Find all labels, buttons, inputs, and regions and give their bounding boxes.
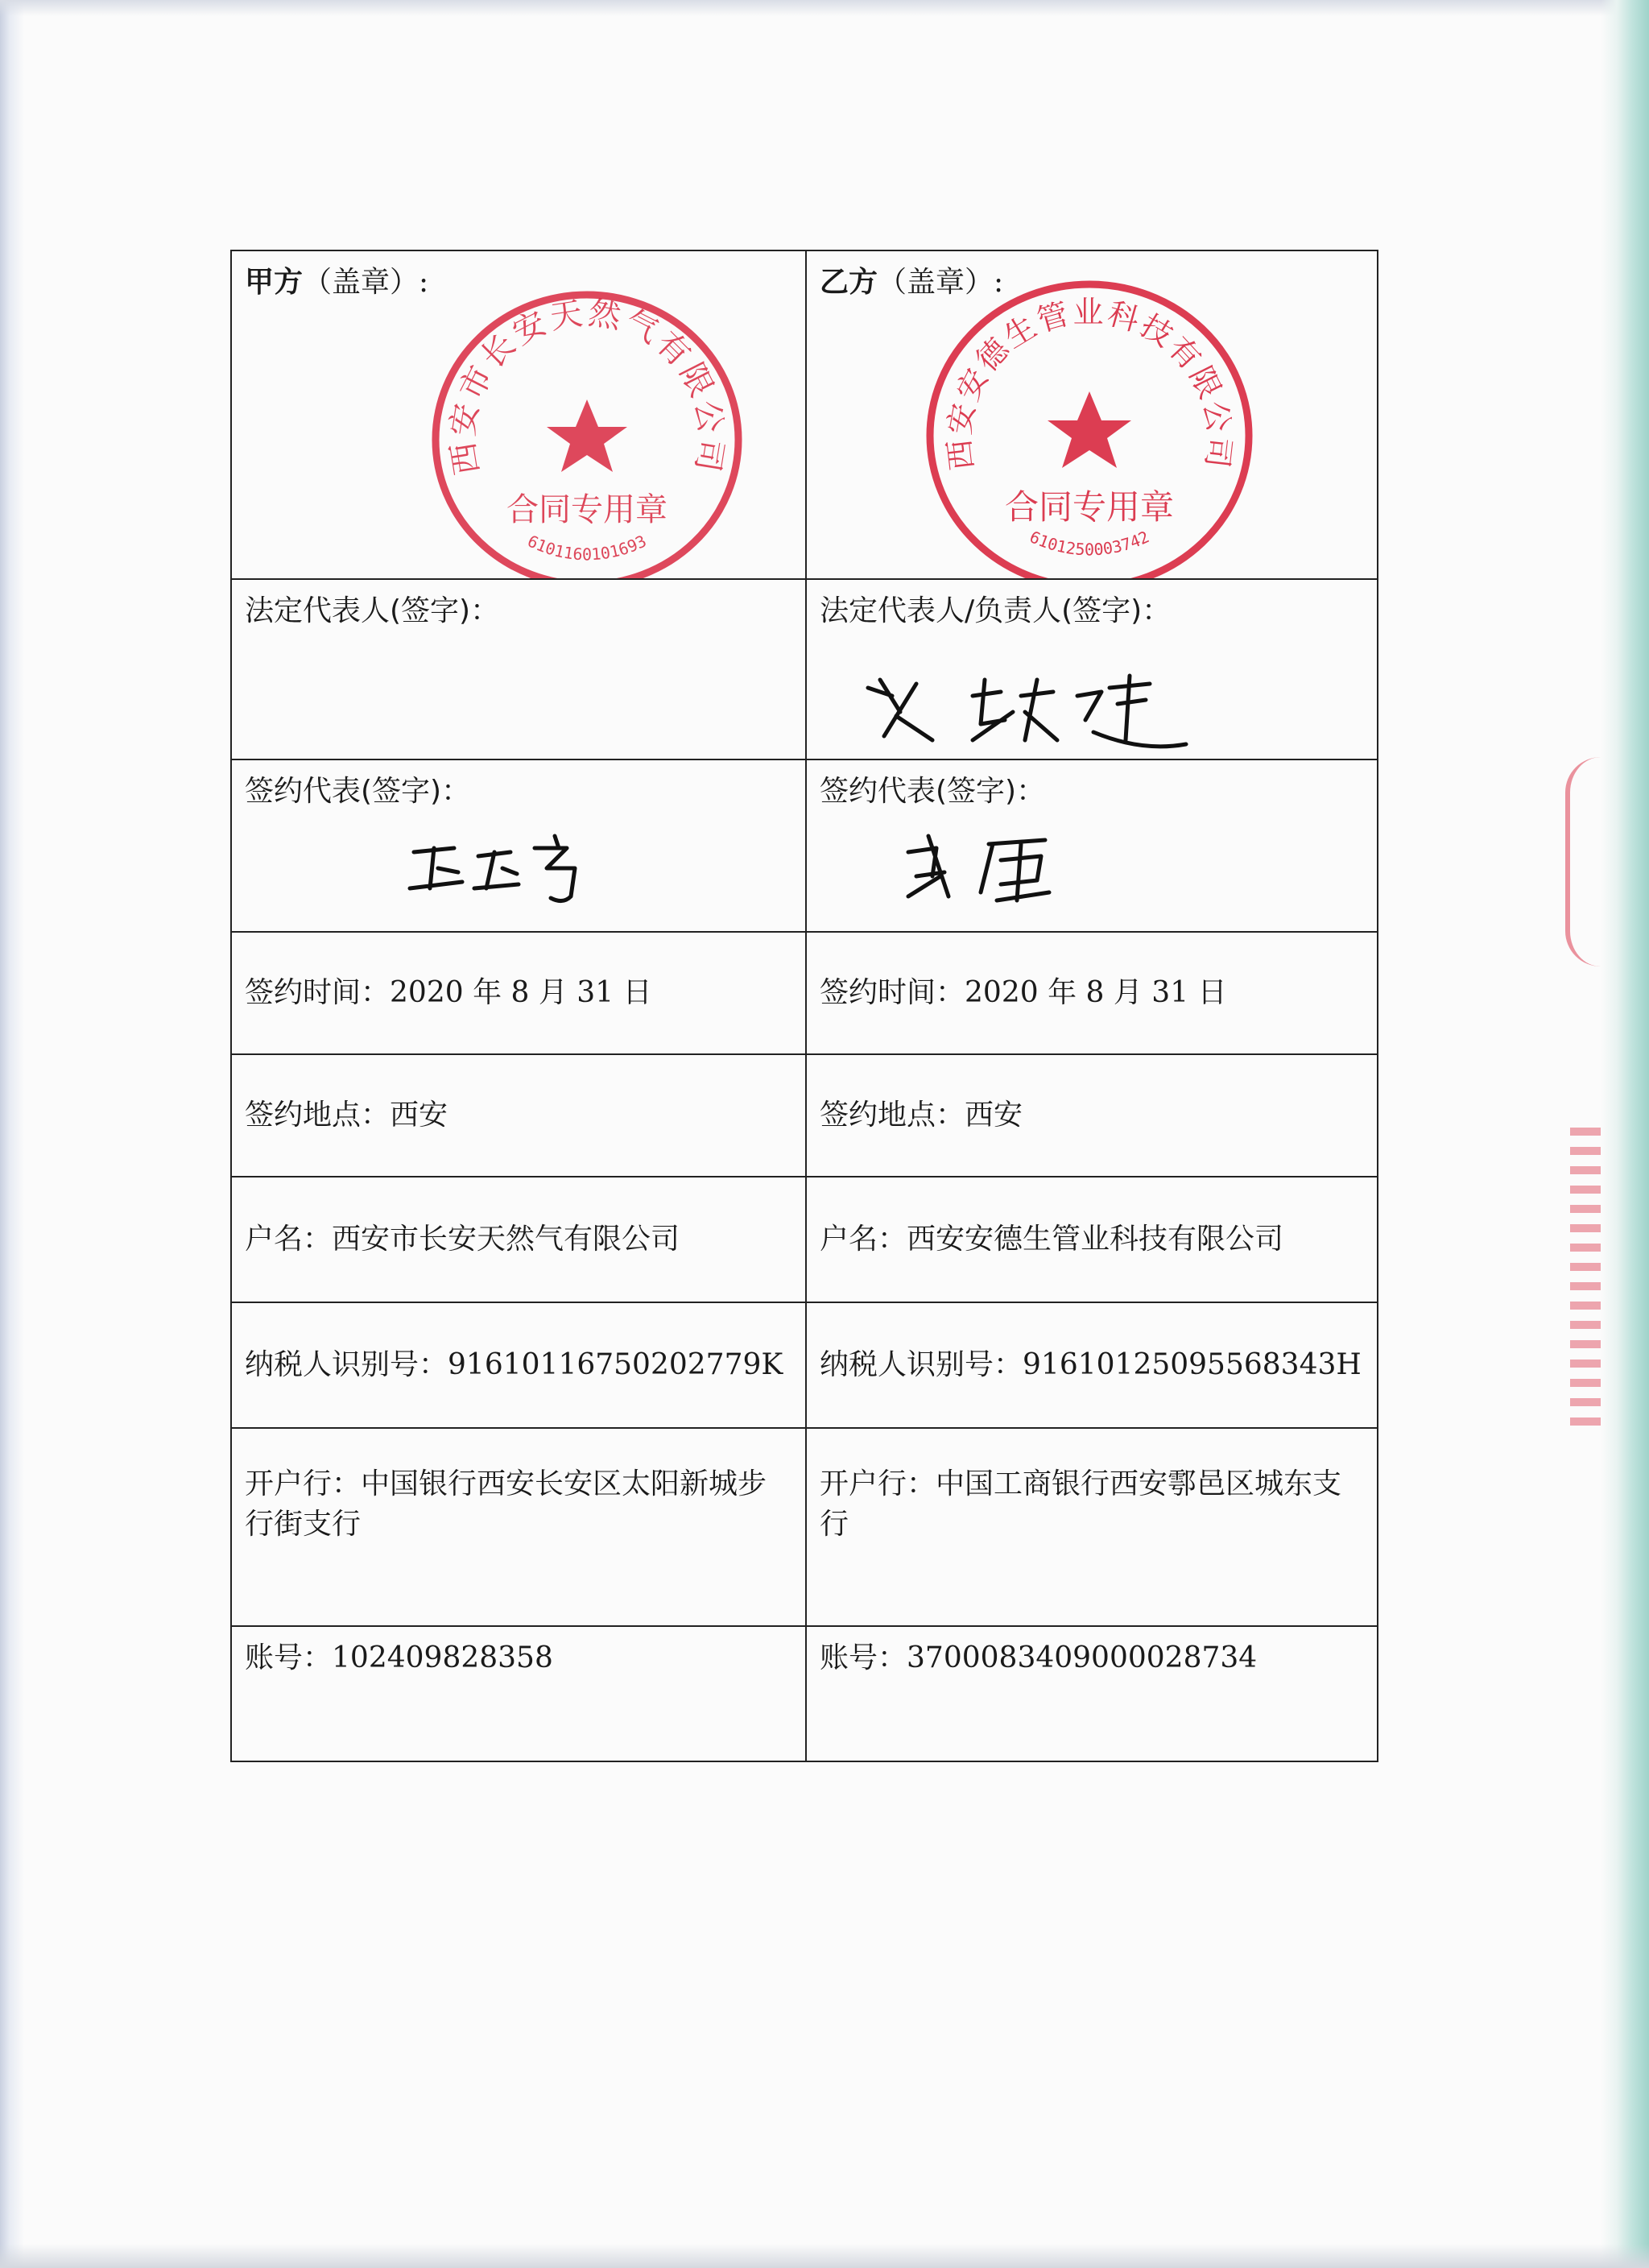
party-a-signing-date-value: 2020 年 8 月 31 日	[390, 976, 652, 1009]
signature-table	[230, 250, 1378, 1762]
signing-date-row	[231, 932, 1378, 1054]
party-a-signing-rep-label: 签约代表(签字)：	[245, 775, 471, 808]
seal-bleed-mark	[1570, 1128, 1601, 1434]
party-b-signing-rep-cell	[806, 759, 1378, 932]
party-a-account-name-cell	[231, 1177, 806, 1302]
party-a-signing-rep-signature	[406, 824, 599, 913]
scan-left-edge	[0, 0, 24, 2268]
party-b-seal-cell	[806, 250, 1378, 579]
party-b-bank-label: 开户行：	[820, 1467, 936, 1500]
party-b-tax-id-value: 91610125095568343H	[1023, 1348, 1362, 1381]
party-b-signing-date-label: 签约时间：	[820, 976, 965, 1009]
party-b-legal-rep-cell	[806, 579, 1378, 759]
signing-place-row	[231, 1054, 1378, 1177]
party-a-seal-cell	[231, 250, 806, 579]
party-a-signing-place-label: 签约地点：	[245, 1099, 391, 1132]
party-b-seal-inner-text: 合同专用章	[1004, 487, 1175, 527]
party-b-company-seal	[920, 271, 1258, 579]
party-a-seal-inner-text: 合同专用章	[506, 491, 667, 528]
seal-row	[231, 250, 1378, 579]
party-a-account-name-label: 户名：	[245, 1223, 333, 1256]
account-number-row	[231, 1626, 1378, 1761]
tax-id-row	[231, 1302, 1378, 1428]
party-a-bank-cell	[231, 1428, 806, 1626]
party-a-signing-place-cell	[231, 1054, 806, 1177]
party-a-legal-rep-cell	[231, 579, 806, 759]
party-a-signing-place-value: 西安	[390, 1099, 448, 1132]
party-b-signing-place-label: 签约地点：	[820, 1099, 965, 1132]
party-b-account-number-label: 账号：	[820, 1641, 907, 1674]
account-name-row	[231, 1177, 1378, 1302]
party-b-title: 乙方	[820, 266, 878, 299]
party-b-title-suffix: （盖章）:	[878, 266, 1004, 299]
party-b-bank-value: 中国工商银行西安鄠邑区城东支行	[820, 1467, 1342, 1541]
party-b-bank-cell	[806, 1428, 1378, 1626]
scan-bottom-edge	[0, 2244, 1649, 2268]
star-icon	[547, 399, 627, 472]
party-b-legal-rep-signature	[852, 664, 1190, 759]
party-a-account-number-label: 账号：	[245, 1641, 333, 1674]
scan-right-edge	[1601, 0, 1649, 2268]
party-a-bank-label: 开户行：	[245, 1467, 362, 1500]
party-b-signing-place-value: 西安	[965, 1099, 1023, 1132]
party-b-signing-date-value: 2020 年 8 月 31 日	[965, 976, 1227, 1009]
party-b-signing-rep-label: 签约代表(签字)：	[820, 775, 1046, 808]
party-b-account-number-cell	[806, 1626, 1378, 1761]
party-a-tax-id-cell	[231, 1302, 806, 1428]
party-a-tax-id-label: 纳税人识别号：	[245, 1348, 448, 1381]
signing-rep-row	[231, 759, 1378, 932]
party-a-account-name-value: 西安市长安天然气有限公司	[332, 1223, 680, 1256]
svg-text:6101250003742	[1027, 527, 1152, 559]
party-b-account-number-value: 3700083409000028734	[907, 1641, 1258, 1674]
party-b-tax-id-cell	[806, 1302, 1378, 1428]
party-b-seal-ring-text: 西安安德生管业科技有限公司	[940, 294, 1238, 473]
star-icon	[1048, 391, 1131, 468]
party-a-account-number-value: 102409828358	[332, 1641, 553, 1674]
seal-bleed-mark	[1565, 757, 1601, 966]
party-a-signing-date-cell	[231, 932, 806, 1054]
party-a-seal-ring-text: 西安市长安天然气有限公司	[444, 294, 730, 478]
party-b-seal-code: 6101250003742	[1027, 527, 1152, 560]
party-b-signing-rep-signature	[900, 820, 1093, 908]
party-b-account-name-label: 户名：	[820, 1223, 907, 1256]
legal-rep-row	[231, 579, 1378, 759]
party-a-title: 甲方	[245, 266, 304, 299]
party-b-signing-place-cell	[806, 1054, 1378, 1177]
scan-top-edge	[0, 0, 1649, 16]
party-b-tax-id-label: 纳税人识别号：	[820, 1348, 1023, 1381]
party-a-company-seal	[426, 279, 748, 579]
party-a-tax-id-value: 91610116750202779K	[448, 1348, 783, 1381]
party-b-legal-rep-label: 法定代表人/负责人(签字)：	[820, 594, 1172, 627]
party-b-account-name-cell	[806, 1177, 1378, 1302]
party-a-legal-rep-label: 法定代表人(签字)：	[245, 594, 500, 627]
party-a-signing-rep-cell	[231, 759, 806, 932]
party-a-account-number-cell	[231, 1626, 806, 1761]
party-b-account-name-value: 西安安德生管业科技有限公司	[907, 1223, 1284, 1256]
party-b-signing-date-cell	[806, 932, 1378, 1054]
party-a-signing-date-label: 签约时间：	[245, 976, 391, 1009]
party-a-bank-value: 中国银行西安长安区太阳新城步行街支行	[245, 1467, 767, 1541]
bank-row	[231, 1428, 1378, 1626]
party-a-title-suffix: （盖章）:	[303, 266, 429, 299]
svg-text:6101160101693	[524, 531, 649, 564]
party-a-seal-code: 6101160101693	[524, 531, 650, 565]
